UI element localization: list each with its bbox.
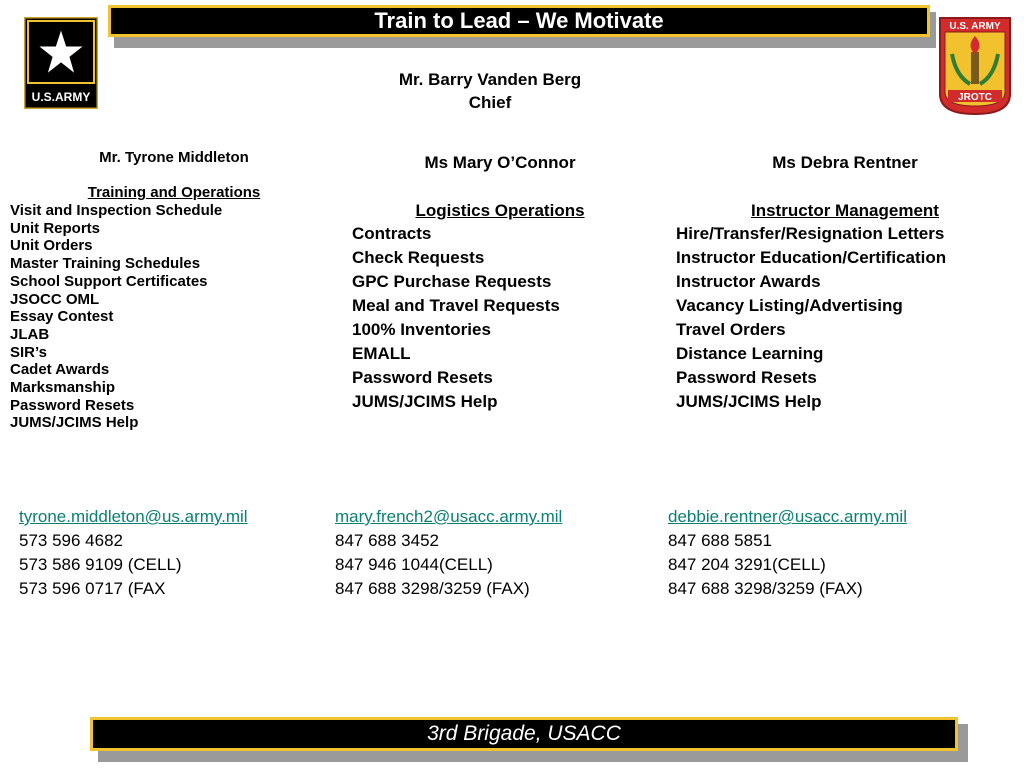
list-item: GPC Purchase Requests — [352, 272, 552, 291]
jrotc-logo-bottom-text: JROTC — [958, 92, 992, 103]
list-item: Hire/Transfer/Resignation Letters — [676, 224, 945, 243]
contact-line: 573 586 9109 (CELL) — [19, 555, 182, 574]
list-item: Password Resets — [10, 396, 135, 414]
chief-title: Chief — [468, 93, 512, 112]
contact-line: 847 688 3452 — [335, 531, 439, 550]
list-item: Password Resets — [352, 368, 493, 387]
list-item: Travel Orders — [676, 320, 786, 339]
list-item: JLAB — [10, 325, 50, 343]
list-item: JUMS/JCIMS Help — [10, 414, 139, 432]
us-army-logo — [24, 17, 98, 109]
column-1-name: Mr. Tyrone Middleton — [99, 149, 249, 166]
email-link[interactable]: debbie.rentner@usacc.army.mil — [668, 507, 907, 526]
column-3-duties — [676, 222, 1016, 414]
page-title: Train to Lead – We Motivate — [374, 8, 664, 33]
column-2-name: Ms Mary O’Connor — [424, 153, 576, 172]
list-item: Instructor Awards — [676, 272, 821, 291]
list-item: Unit Orders — [10, 237, 93, 255]
list-item: 100% Inventories — [352, 320, 491, 339]
footer-banner — [90, 717, 958, 751]
list-item: Cadet Awards — [10, 361, 110, 379]
list-item: SIR’s — [10, 343, 47, 361]
footer-text: 3rd Brigade, USACC — [427, 722, 621, 745]
contact-block-1 — [19, 505, 319, 601]
column-2-duties — [352, 222, 652, 414]
list-item: Essay Contest — [10, 308, 114, 326]
contact-line: 847 688 5851 — [668, 531, 772, 550]
list-item: Marksmanship — [10, 379, 116, 397]
contact-line: 573 596 4682 — [19, 531, 123, 550]
jrotc-logo-top-text: U.S. ARMY — [949, 21, 1001, 32]
chief-block — [360, 68, 620, 114]
list-item: Visit and Inspection Schedule — [10, 202, 223, 219]
list-item: Vacancy Listing/Advertising — [676, 296, 903, 315]
list-item: Meal and Travel Requests — [352, 296, 560, 315]
list-item: Unit Reports — [10, 219, 100, 237]
list-item: Contracts — [352, 224, 432, 243]
contact-line: 847 204 3291(CELL) — [668, 555, 826, 574]
list-item: Password Resets — [676, 368, 817, 387]
column-3-title: Instructor Management — [751, 201, 939, 220]
list-item: JSOCC OML — [10, 290, 100, 308]
army-logo-text: U.S.ARMY — [31, 90, 91, 104]
contact-line: 847 688 3298/3259 (FAX) — [335, 579, 530, 598]
list-item: Instructor Education/Certification — [676, 248, 947, 267]
list-item: Distance Learning — [676, 344, 824, 363]
email-link[interactable]: mary.french2@usacc.army.mil — [335, 507, 563, 526]
column-3-name: Ms Debra Rentner — [772, 153, 918, 172]
chief-name: Mr. Barry Vanden Berg — [398, 70, 582, 89]
title-banner — [108, 5, 930, 37]
contact-line: 847 688 3298/3259 (FAX) — [668, 579, 863, 598]
contact-block-2 — [335, 505, 635, 601]
list-item: EMALL — [352, 344, 411, 363]
list-item: School Support Certificates — [10, 272, 208, 290]
contact-line: 847 946 1044(CELL) — [335, 555, 493, 574]
contact-line: 573 596 0717 (FAX — [19, 579, 166, 598]
column-1-duties — [10, 202, 300, 432]
contact-block-3 — [668, 505, 998, 601]
column-1-title: Training and Operations — [87, 184, 261, 201]
jrotc-logo — [936, 14, 1014, 118]
column-2-title: Logistics Operations — [415, 201, 585, 220]
email-link[interactable]: tyrone.middleton@us.army.mil — [19, 507, 248, 526]
list-item: JUMS/JCIMS Help — [676, 392, 822, 411]
list-item: Master Training Schedules — [10, 255, 201, 273]
list-item: Check Requests — [352, 248, 485, 267]
list-item: JUMS/JCIMS Help — [352, 392, 498, 411]
